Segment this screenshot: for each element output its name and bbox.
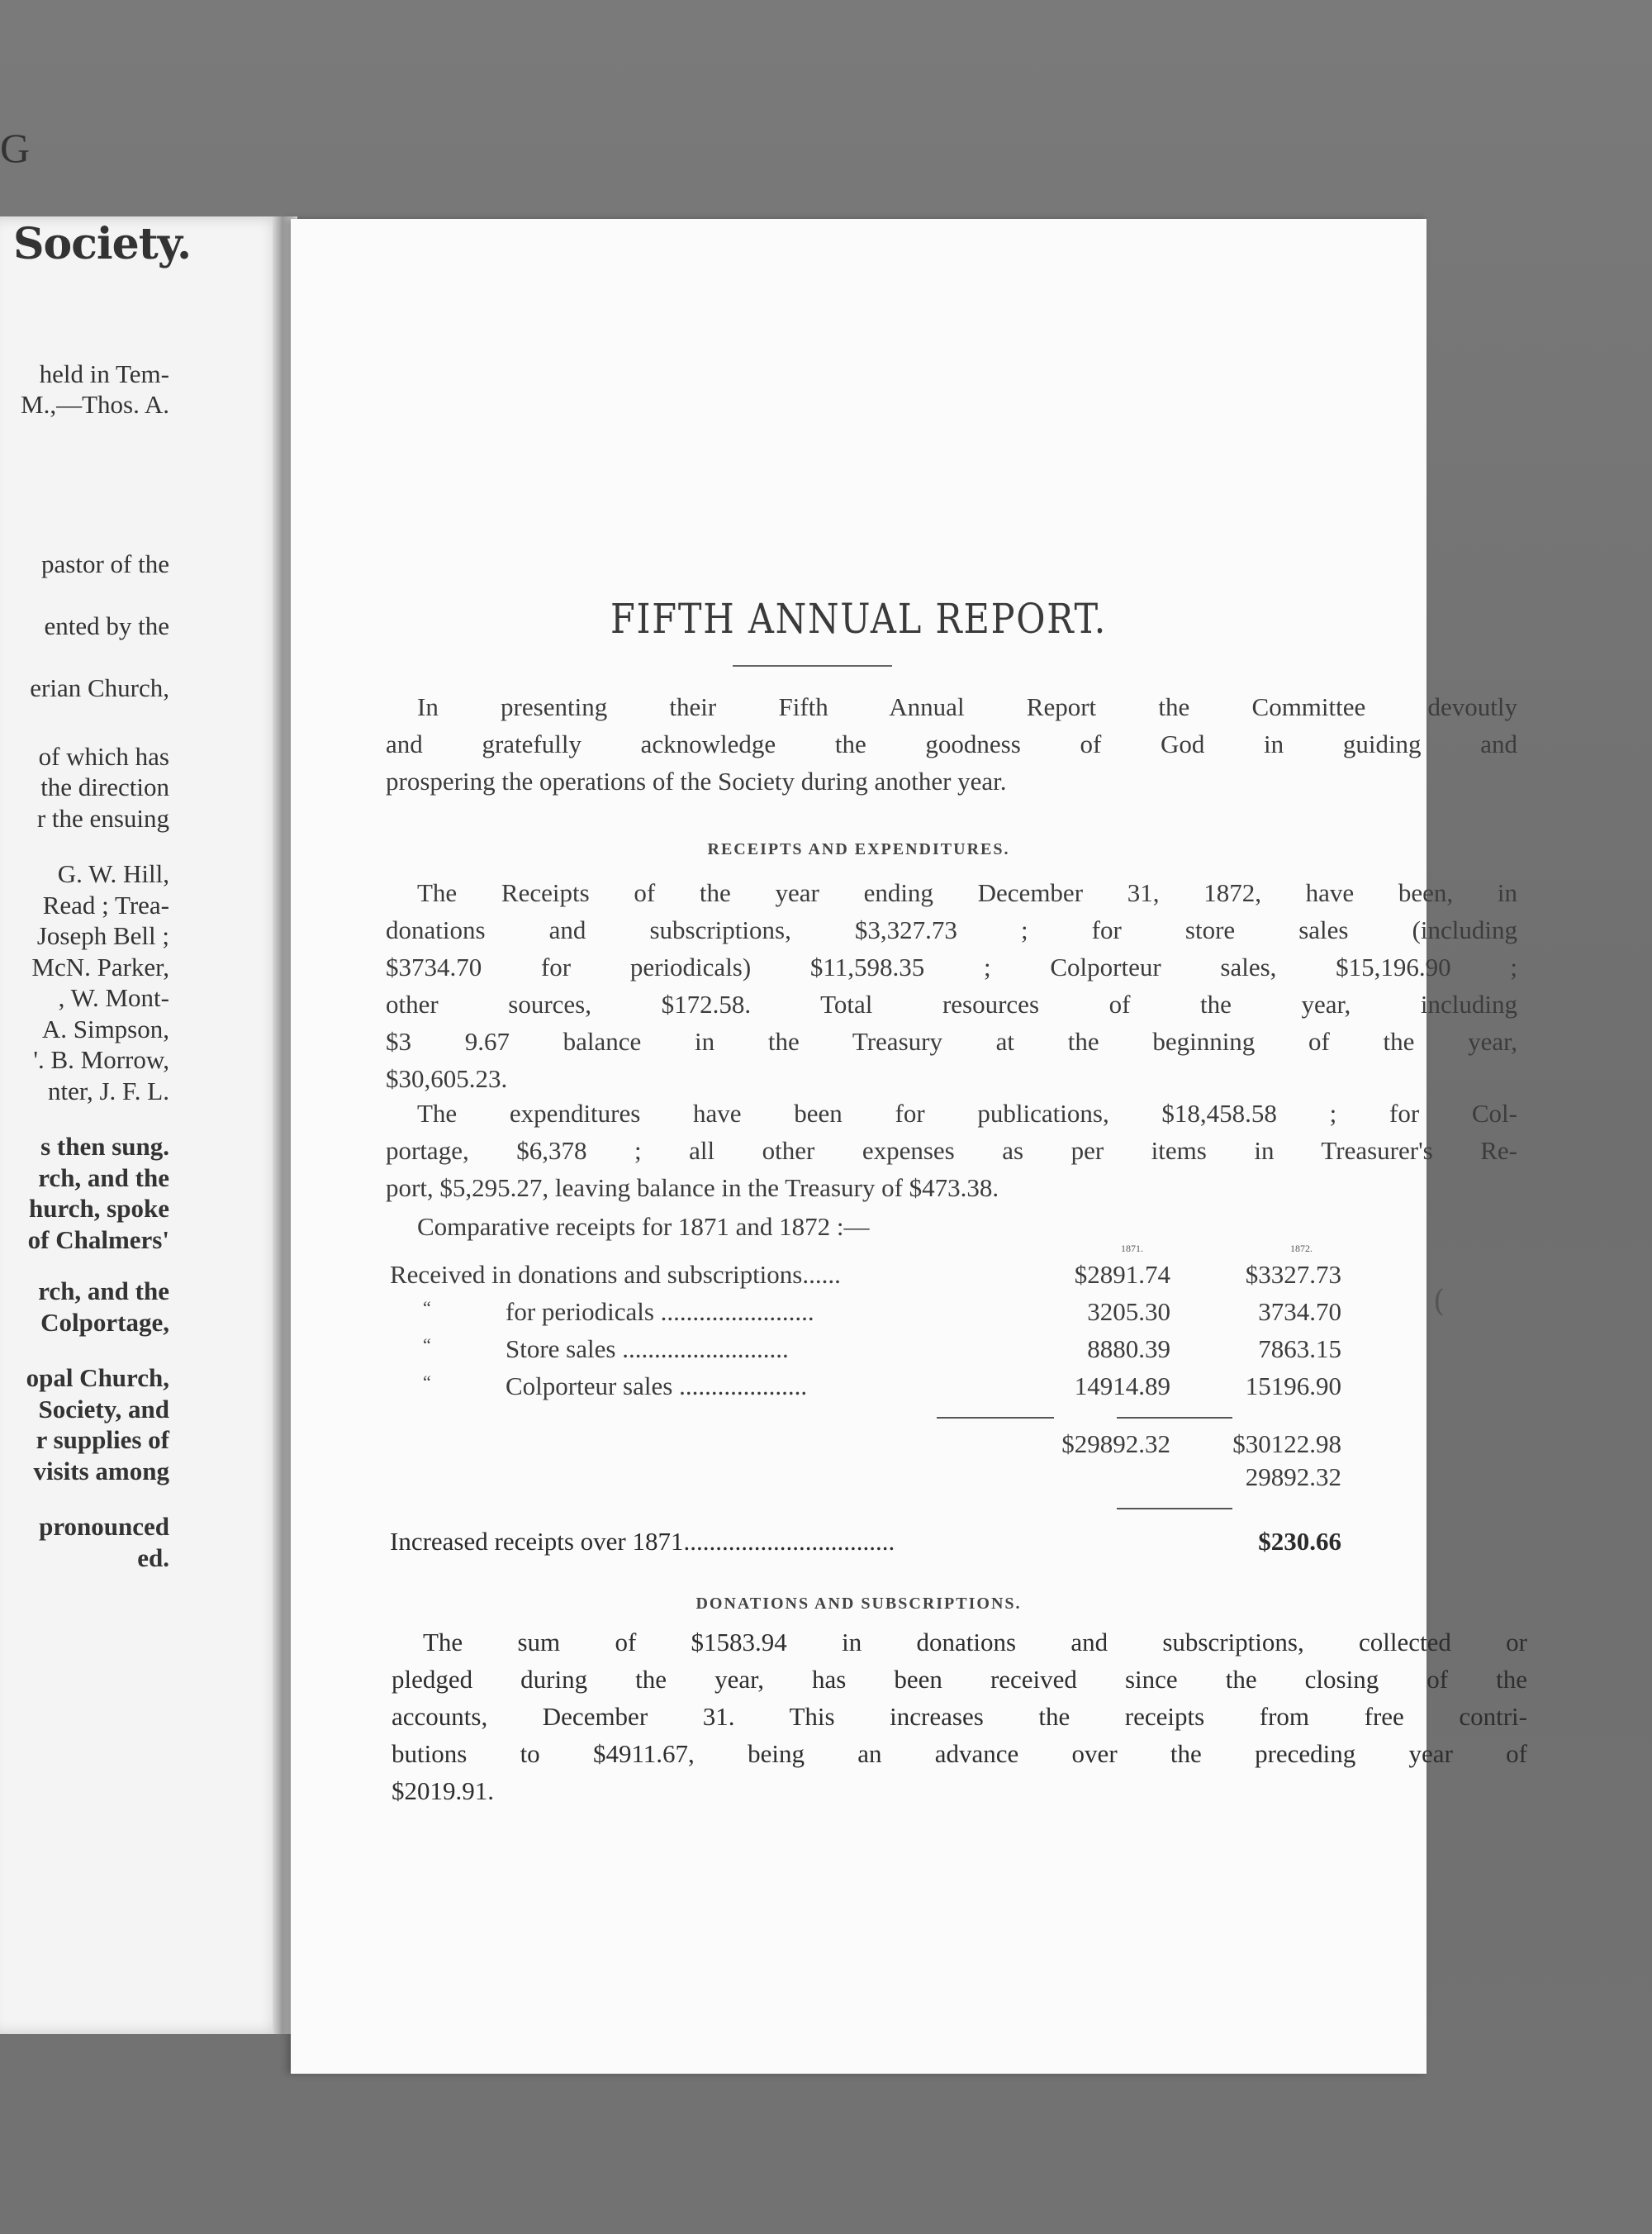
- intro-line: prospering the operations of the Society during another year.: [386, 767, 1007, 796]
- table-row: [390, 1371, 1530, 1408]
- donations-line: $2019.91.: [392, 1776, 494, 1805]
- left-page-line: Society.: [13, 219, 192, 269]
- receipts-line: $30,605.23.: [386, 1064, 508, 1093]
- left-page-line: A. Simpson,: [41, 1015, 169, 1043]
- left-page: [0, 125, 285, 2034]
- title-rule: [733, 665, 892, 667]
- receipts-line: donations and subscriptions, $3,327.73 ; for store sales (including: [386, 915, 1517, 944]
- left-page-line: rch, and the: [38, 1276, 169, 1305]
- comparative-intro-text: Comparative receipts for 1871 and 1872 :—: [417, 1212, 870, 1241]
- receipts-line: other sources, $172.58. Total resources of the year, including: [386, 990, 1517, 1019]
- left-page-line: pastor of the: [41, 549, 169, 578]
- difference-rule: [1117, 1508, 1232, 1509]
- left-page-line: of Chalmers': [27, 1225, 169, 1254]
- table-row: [390, 1260, 1530, 1296]
- receipts-paragraph: [386, 874, 1517, 1097]
- left-page-line: r supplies of: [36, 1425, 169, 1454]
- value-1872: $3327.73: [1245, 1260, 1341, 1289]
- donations-line: pledged during the year, has been received since the closing of the: [392, 1665, 1527, 1694]
- section-heading-receipts: RECEIPTS AND EXPENDITURES.: [707, 840, 1010, 858]
- increase-row: [390, 1527, 1530, 1563]
- value-1872: 15196.90: [1245, 1371, 1341, 1400]
- left-page-line: opal Church,: [26, 1363, 169, 1392]
- intro-line: In presenting their Fifth Annual Report the Committee devoutly: [417, 692, 1517, 721]
- expend-line: port, $5,295.27, leaving balance in the Treasury of $473.38.: [386, 1173, 999, 1202]
- left-page-line: r the ensuing: [36, 804, 169, 833]
- left-page-line: held in Tem-: [39, 359, 169, 388]
- intro-paragraph: [386, 688, 1517, 800]
- left-page-line: the direction: [40, 772, 169, 801]
- left-page-line: s then sung.: [40, 1132, 169, 1161]
- donations-line: accounts, December 31. This increases the receipts from free contri-: [392, 1702, 1527, 1731]
- left-page-line: pronounced: [39, 1512, 169, 1541]
- sum-rule-1871: [937, 1417, 1054, 1419]
- receipts-line: $3 9.67 balance in the Treasury at the beginning of the year,: [386, 1027, 1517, 1056]
- ditto-mark: “: [423, 1334, 431, 1355]
- left-page-line: Colportage,: [40, 1308, 169, 1337]
- report-title: FIFTH ANNUAL REPORT.: [610, 595, 1108, 643]
- increase-label: Increased receipts over 1871.................................: [390, 1527, 895, 1556]
- comparative-intro: [386, 1208, 1517, 1245]
- left-page-line: erian Church,: [30, 673, 169, 702]
- year-1872-label: 1872.: [1290, 1243, 1313, 1254]
- value-1871: 8880.39: [1087, 1334, 1170, 1363]
- left-page-line: of which has: [38, 742, 169, 771]
- left-page-line: McN. Parker,: [31, 953, 169, 982]
- left-page-line: hurch, spoke: [29, 1194, 169, 1223]
- right-page: [291, 219, 1527, 2074]
- sum-rule-1872: [1117, 1417, 1232, 1419]
- row-label: for periodicals ........................: [506, 1297, 814, 1326]
- value-1871: 3205.30: [1087, 1297, 1170, 1326]
- table-row: [390, 1334, 1530, 1371]
- left-page-line: Read ; Trea-: [42, 891, 169, 920]
- left-page-line: ented by the: [44, 611, 169, 640]
- expenditures-paragraph: [386, 1095, 1517, 1206]
- expend-line: The expenditures have been for publications, $18,458.58 ; for Col-: [417, 1099, 1517, 1128]
- expend-line: portage, $6,378 ; all other expenses as per items in Treasurer's Re-: [386, 1136, 1517, 1165]
- increase-value: $230.66: [1258, 1527, 1341, 1556]
- left-page-line: G. W. Hill,: [57, 859, 169, 888]
- subtract-row: [390, 1462, 1530, 1499]
- donations-paragraph: [392, 1623, 1527, 1809]
- section-heading-donations: DONATIONS AND SUBSCRIPTIONS.: [695, 1595, 1022, 1613]
- year-1871-label: 1871.: [1121, 1243, 1143, 1254]
- left-page-line: '. B. Morrow,: [33, 1045, 169, 1074]
- left-page-line: , W. Mont-: [58, 983, 169, 1012]
- receipts-line: $3734.70 for periodicals) $11,598.35 ; Colporteur sales, $15,196.90 ;: [386, 953, 1517, 982]
- totals-row: [390, 1429, 1530, 1466]
- left-page-line: ed.: [137, 1543, 169, 1572]
- scan-speck: (: [1433, 1285, 1446, 1319]
- ditto-mark: “: [423, 1297, 431, 1318]
- receipts-line: The Receipts of the year ending December 31, 1872, have been, in: [417, 878, 1517, 907]
- left-page-line: G: [0, 125, 31, 171]
- ditto-mark: “: [423, 1371, 431, 1392]
- row-label: Store sales ..........................: [506, 1334, 789, 1363]
- intro-line: and gratefully acknowledge the goodness of God in guiding and: [386, 730, 1517, 758]
- total-1871: $29892.32: [1061, 1429, 1170, 1458]
- row-label: Colporteur sales ....................: [506, 1371, 808, 1400]
- left-page-line: rch, and the: [38, 1163, 169, 1192]
- subtract-1871: 29892.32: [1245, 1462, 1341, 1491]
- value-1872: 3734.70: [1258, 1297, 1341, 1326]
- value-1872: 7863.15: [1258, 1334, 1341, 1363]
- row-label: Received in donations and subscriptions......: [390, 1260, 841, 1289]
- left-page-line: Joseph Bell ;: [36, 921, 169, 950]
- total-1872: $30122.98: [1232, 1429, 1341, 1458]
- left-page-line: nter, J. F. L.: [48, 1077, 169, 1105]
- table-row: [390, 1297, 1530, 1333]
- left-page-line: Society, and: [38, 1395, 169, 1424]
- left-page-line: M.,—Thos. A.: [21, 390, 169, 419]
- left-page-line: visits among: [33, 1457, 169, 1485]
- donations-line: The sum of $1583.94 in donations and subscriptions, collected or: [423, 1628, 1527, 1656]
- donations-line: butions to $4911.67, being an advance over the preceding year of: [392, 1739, 1527, 1768]
- value-1871: 14914.89: [1074, 1371, 1170, 1400]
- value-1871: $2891.74: [1074, 1260, 1170, 1289]
